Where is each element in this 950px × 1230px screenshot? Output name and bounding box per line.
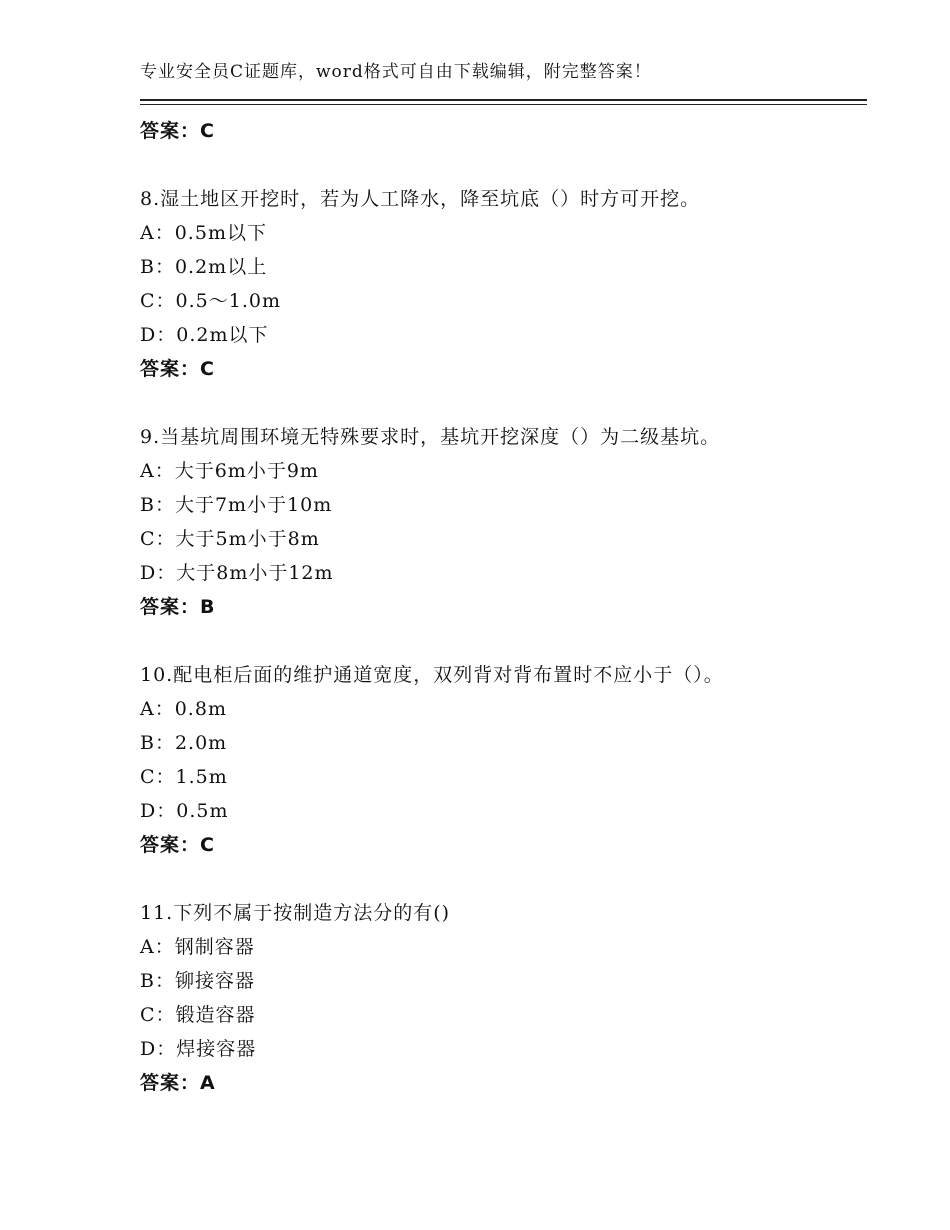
question-10	[140, 658, 867, 862]
option-c: C：0.5～1.0m	[140, 290, 281, 312]
option-d: D：大于8m小于12m	[140, 562, 334, 584]
option-b: B：铆接容器	[140, 970, 255, 992]
question-title: 11.下列不属于按制造方法分的有()	[140, 902, 451, 924]
previous-answer: 答案：C	[140, 120, 215, 142]
question-title: 9.当基坑周围环境无特殊要求时，基坑开挖深度（）为二级基坑。	[140, 426, 721, 448]
question-8	[140, 182, 867, 386]
option-c: C：1.5m	[140, 766, 228, 788]
header-rule-thin	[140, 104, 867, 105]
option-b: B：大于7m小于10m	[140, 494, 333, 516]
question-9	[140, 420, 867, 624]
option-b: B：0.2m以上	[140, 256, 268, 278]
option-a: A：0.5m以下	[140, 222, 267, 244]
option-a: A：0.8m	[140, 698, 227, 720]
option-a: A：大于6m小于9m	[140, 460, 319, 482]
question-title: 10.配电柜后面的维护通道宽度，双列背对背布置时不应小于（）。	[140, 664, 724, 686]
option-d: D：焊接容器	[140, 1038, 257, 1060]
page-header: 专业安全员C证题库，word格式可自由下载编辑，附完整答案！	[140, 62, 652, 82]
question-title: 8.湿土地区开挖时，若为人工降水，降至坑底（）时方可开挖。	[140, 188, 701, 210]
answer-label: 答案：B	[140, 596, 216, 618]
option-c: C：大于5m小于8m	[140, 528, 320, 550]
question-list	[140, 114, 867, 1100]
answer-label: 答案：C	[140, 358, 215, 380]
option-d: D：0.2m以下	[140, 324, 269, 346]
header-rule-thick	[140, 99, 867, 101]
option-b: B：2.0m	[140, 732, 228, 754]
option-d: D：0.5m	[140, 800, 229, 822]
option-a: A：钢制容器	[140, 936, 255, 958]
answer-label: 答案：A	[140, 1072, 216, 1094]
answer-label: 答案：C	[140, 834, 215, 856]
question-11	[140, 896, 867, 1100]
option-c: C：锻造容器	[140, 1004, 256, 1026]
